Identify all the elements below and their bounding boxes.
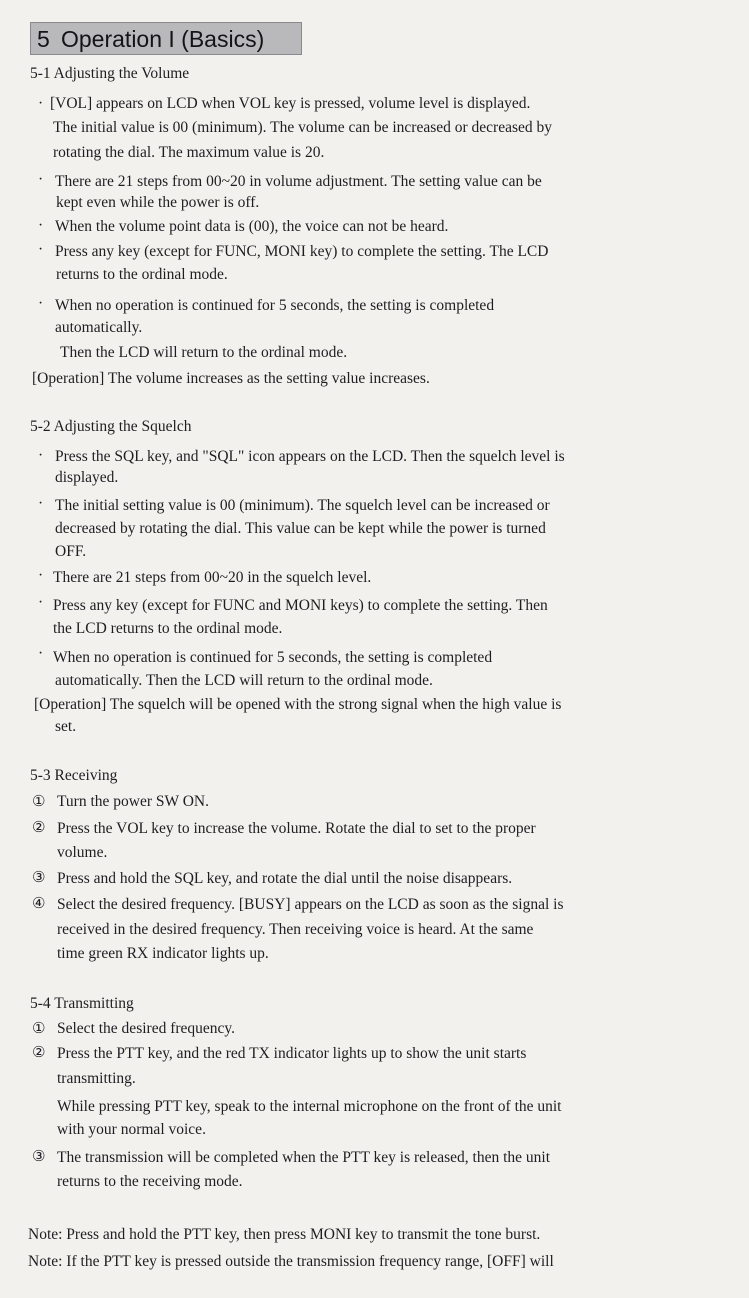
bullet-mark: · [38, 295, 44, 312]
s4-line-6: The transmission will be completed when the PTT key is released, then the unit [57, 1149, 551, 1166]
s1-line-4: There are 21 steps from 00~20 in volume adjustment. The setting value can be [55, 173, 542, 190]
bullet-mark: · [38, 241, 44, 258]
s2-line-10: automatically. Then the LCD will return to the ordinal mode. [55, 672, 433, 689]
step-1-marker: ① [32, 1019, 46, 1037]
step-4-marker: ④ [32, 894, 46, 912]
step-3-marker: ③ [32, 1147, 46, 1165]
bullet-mark: · [38, 567, 44, 584]
s3-line-7: time green RX indicator lights up. [57, 945, 269, 962]
s3-line-3: volume. [57, 844, 108, 861]
s1-line-3: rotating the dial. The maximum value is 20. [53, 144, 325, 161]
s4-line-2: Press the PTT key, and the red TX indicator lights up to show the unit starts [57, 1045, 527, 1062]
s2-line-12: set. [55, 718, 77, 735]
s1-operation-note: [Operation] The volume increases as the setting value increases. [32, 370, 430, 387]
s1-line-11: Then the LCD will return to the ordinal mode. [60, 344, 348, 361]
s2-line-1: Press the SQL key, and "SQL" icon appears on the LCD. Then the squelch level is [55, 448, 565, 465]
bullet-mark: · [38, 645, 44, 662]
s3-line-2: Press the VOL key to increase the volume. Rotate the dial to set to the proper [57, 820, 536, 837]
s1-line-2: The initial value is 00 (minimum). The volume can be increased or decreased by [53, 119, 552, 136]
s2-line-7: Press any key (except for FUNC and MONI keys) to complete the setting. Then [53, 597, 548, 614]
chapter-number: 5 [37, 26, 50, 52]
s3-line-5: Select the desired frequency. [BUSY] appears on the LCD as soon as the signal is [57, 896, 564, 913]
s1-line-1: [VOL] appears on LCD when VOL key is pressed, volume level is displayed. [50, 95, 531, 112]
s2-line-4: decreased by rotating the dial. This value can be kept while the power is turned [55, 520, 546, 537]
step-3-marker: ③ [32, 868, 46, 886]
s1-line-6: When the volume point data is (00), the voice can not be heard. [55, 218, 449, 235]
s2-line-2: displayed. [55, 469, 119, 486]
s4-line-3: transmitting. [57, 1070, 136, 1087]
section-5-3-heading: 5-3 Receiving [30, 767, 118, 784]
s3-line-6: received in the desired frequency. Then receiving voice is heard. At the same [57, 921, 534, 938]
s2-line-6: There are 21 steps from 00~20 in the squelch level. [53, 569, 372, 586]
section-5-1-heading: 5-1 Adjusting the Volume [30, 65, 190, 82]
s4-line-4: While pressing PTT key, speak to the internal microphone on the front of the unit [57, 1098, 562, 1115]
s4-line-5: with your normal voice. [57, 1121, 206, 1138]
note-2: Note: If the PTT key is pressed outside the transmission frequency range, [OFF] will [28, 1253, 554, 1270]
bullet-mark: · [38, 447, 44, 464]
chapter-title-box [30, 22, 302, 55]
bullet-mark: · [38, 171, 44, 188]
step-2-marker: ② [32, 1043, 46, 1061]
s2-line-9: When no operation is continued for 5 seconds, the setting is completed [53, 649, 493, 666]
s1-line-8: returns to the ordinal mode. [56, 266, 228, 283]
s2-line-8: the LCD returns to the ordinal mode. [53, 620, 283, 637]
s1-line-5: kept even while the power is off. [56, 194, 260, 211]
bullet-mark: · [38, 594, 44, 611]
s2-operation-note: [Operation] The squelch will be opened with the strong signal when the high value is [34, 696, 562, 713]
bullet-mark: · [38, 217, 44, 234]
section-5-4-heading: 5-4 Transmitting [30, 995, 134, 1012]
s1-line-10: automatically. [55, 319, 143, 336]
s2-line-5: OFF. [55, 543, 87, 560]
note-1: Note: Press and hold the PTT key, then press MONI key to transmit the tone burst. [28, 1226, 541, 1243]
s1-line-9: When no operation is continued for 5 seconds, the setting is completed [55, 297, 495, 314]
bullet-mark: · [38, 495, 44, 512]
section-5-2-heading: 5-2 Adjusting the Squelch [30, 418, 192, 435]
s1-line-7: Press any key (except for FUNC, MONI key) to complete the setting. The LCD [55, 243, 549, 260]
chapter-title: Operation I (Basics) [61, 26, 265, 52]
s4-line-1: Select the desired frequency. [57, 1020, 236, 1037]
bullet-mark: · [38, 95, 44, 112]
s3-line-4: Press and hold the SQL key, and rotate the dial until the noise disappears. [57, 870, 513, 887]
step-1-marker: ① [32, 792, 46, 810]
s3-line-1: Turn the power SW ON. [57, 793, 209, 810]
s4-line-7: returns to the receiving mode. [57, 1173, 243, 1190]
step-2-marker: ② [32, 818, 46, 836]
s2-line-3: The initial setting value is 00 (minimum). The squelch level can be increased or [55, 497, 550, 514]
